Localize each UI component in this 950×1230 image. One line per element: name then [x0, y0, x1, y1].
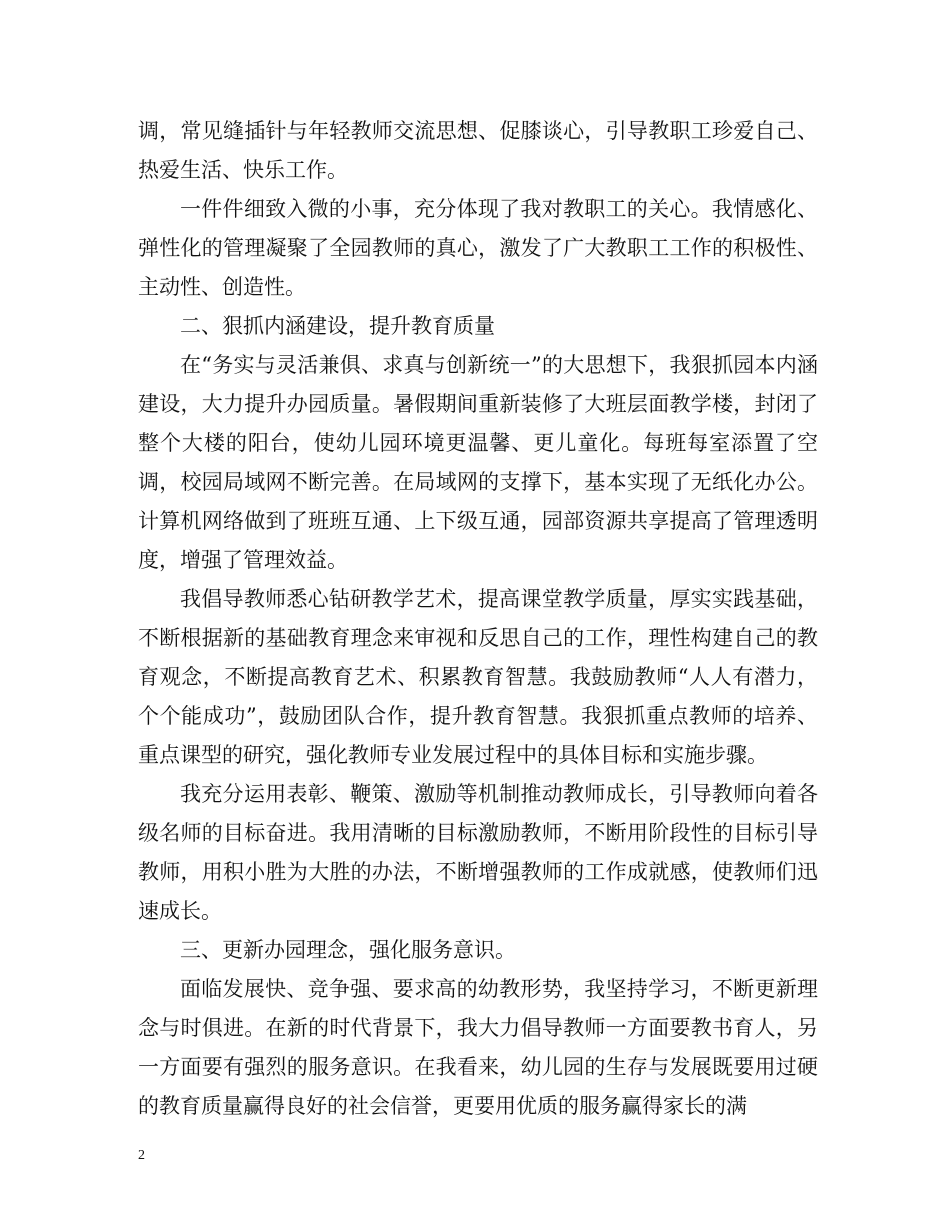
paragraph-continued: 调，常见缝插针与年轻教师交流思想、促膝谈心，引导教职工珍爱自己、热爱生活、快乐工作。 [138, 119, 818, 182]
page-number: 2 [138, 1148, 145, 1163]
paragraph-service: 面临发展快、竞争强、要求高的幼教形势，我坚持学习，不断更新理念与时俱进。在新的时代背景下，我大力倡导教师一方面要教书育人，另一方面要有强烈的服务意识。在我看来，幼儿园的生存与发展既要用过硬的教育质量赢得良好的社会信誉，更要用优质的服务赢得家长的满 [138, 977, 818, 1118]
section-heading-3: 三、更新办园理念，强化服务意识。 [180, 938, 516, 962]
paragraph-teaching-art: 我倡导教师悉心钻研教学艺术，提高课堂教学质量，厚实实践基础，不断根据新的基础教育理念来审视和反思自己的工作，理性构建自己的教育观念，不断提高教育艺术、积累教育智慧。我鼓励教师“人人有潜力，个个能成功”，鼓励团队合作，提升教育智慧。我狠抓重点教师的培养、重点课型的研究，强化教师专业发展过程中的具体目标和实施步骤。 [138, 587, 818, 767]
document-body [138, 112, 818, 1126]
paragraph-care: 一件件细致入微的小事，充分体现了我对教职工的关心。我情感化、弹性化的管理凝聚了全园教师的真心，激发了广大教职工工作的积极性、主动性、创造性。 [138, 197, 818, 299]
section-heading-2: 二、狠抓内涵建设，提升教育质量 [180, 314, 495, 338]
paragraph-incentive: 我充分运用表彰、鞭策、激励等机制推动教师成长，引导教师向着各级名师的目标奋进。我用清晰的目标激励教师，不断用阶段性的目标引导教师，用积小胜为大胜的办法，不断增强教师的工作成就感，使教师们迅速成长。 [138, 782, 818, 923]
paragraph-connotation: 在“务实与灵活兼俱、求真与创新统一”的大思想下，我狠抓园本内涵建设，大力提升办园质量。暑假期间重新装修了大班层面教学楼，封闭了整个大楼的阳台，使幼儿园环境更温馨、更儿童化。每班每室添置了空调，校园局域网不断完善。在局域网的支撑下，基本实现了无纸化办公。计算机网络做到了班班互通、上下级互通，园部资源共享提高了管理透明度，增强了管理效益。 [138, 353, 818, 572]
